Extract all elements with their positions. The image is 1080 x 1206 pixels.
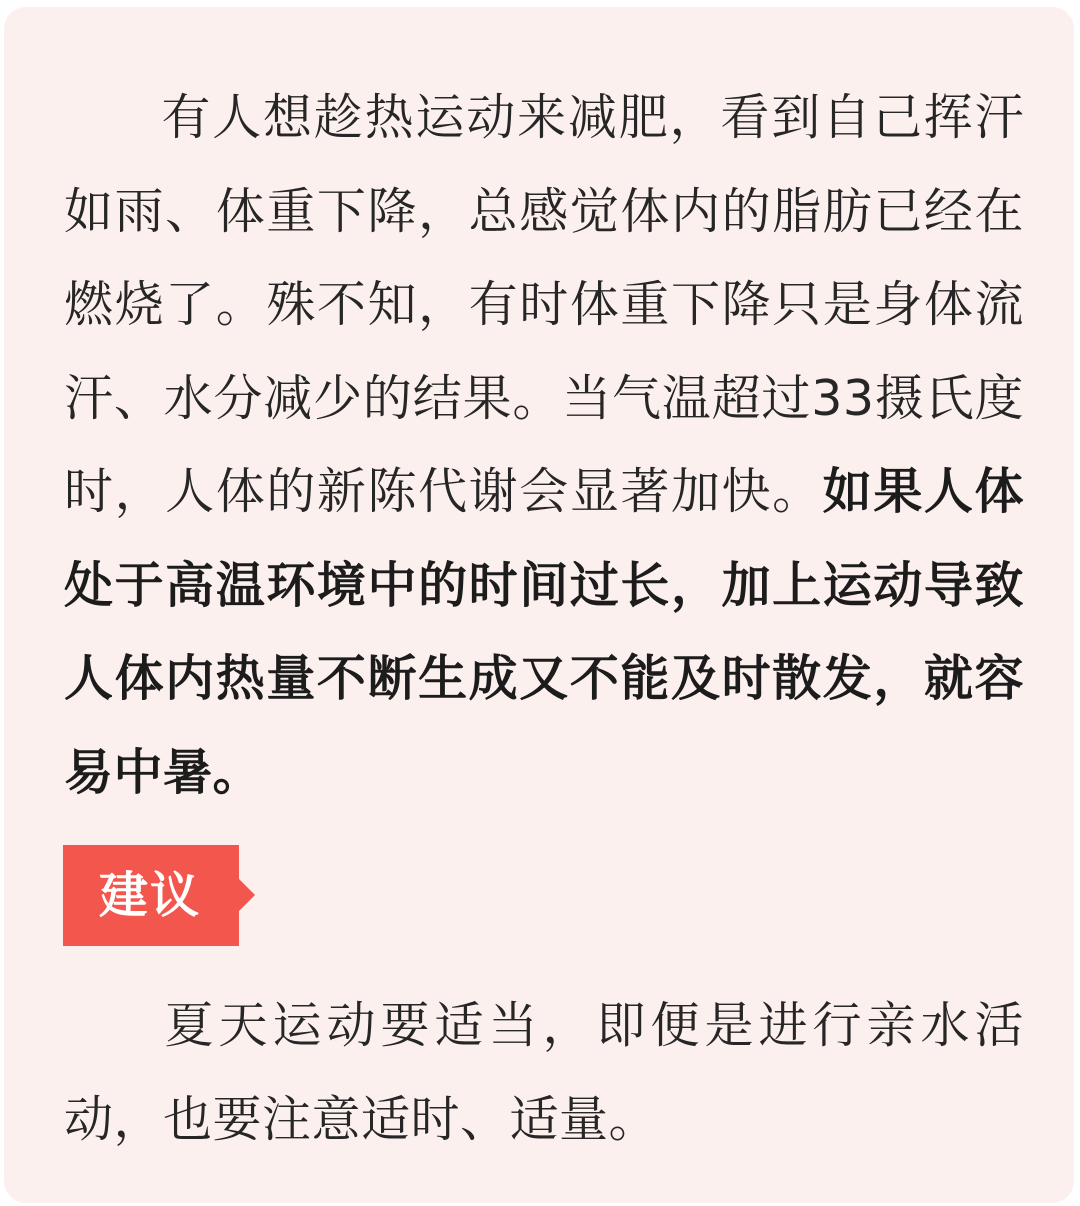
paragraph-bold-text: 如果人体处于高温环境中的时间过长，加上运动导致人体内热量不断生成又不能及时散发，就容易中暑。 xyxy=(64,463,1024,801)
suggestion-paragraph xyxy=(64,979,1024,1166)
paragraph-text: 有人想趁热运动来减肥，看到自己挥汗如雨、体重下降，总感觉体内的脂肪已经在燃烧了。殊不知，有时体重下降只是身体流汗、水分减少的结果。当气温超过33摄氏度时，人体的新陈代谢会显著加快。 xyxy=(64,89,1024,520)
article-paragraph xyxy=(64,71,1024,819)
section-tag xyxy=(63,845,239,946)
suggestion-text: 夏天运动要适当，即便是进行亲水活动，也要注意适时、适量。 xyxy=(64,997,1024,1148)
article-card xyxy=(4,7,1074,1203)
section-tag-label: 建议 xyxy=(99,867,202,924)
